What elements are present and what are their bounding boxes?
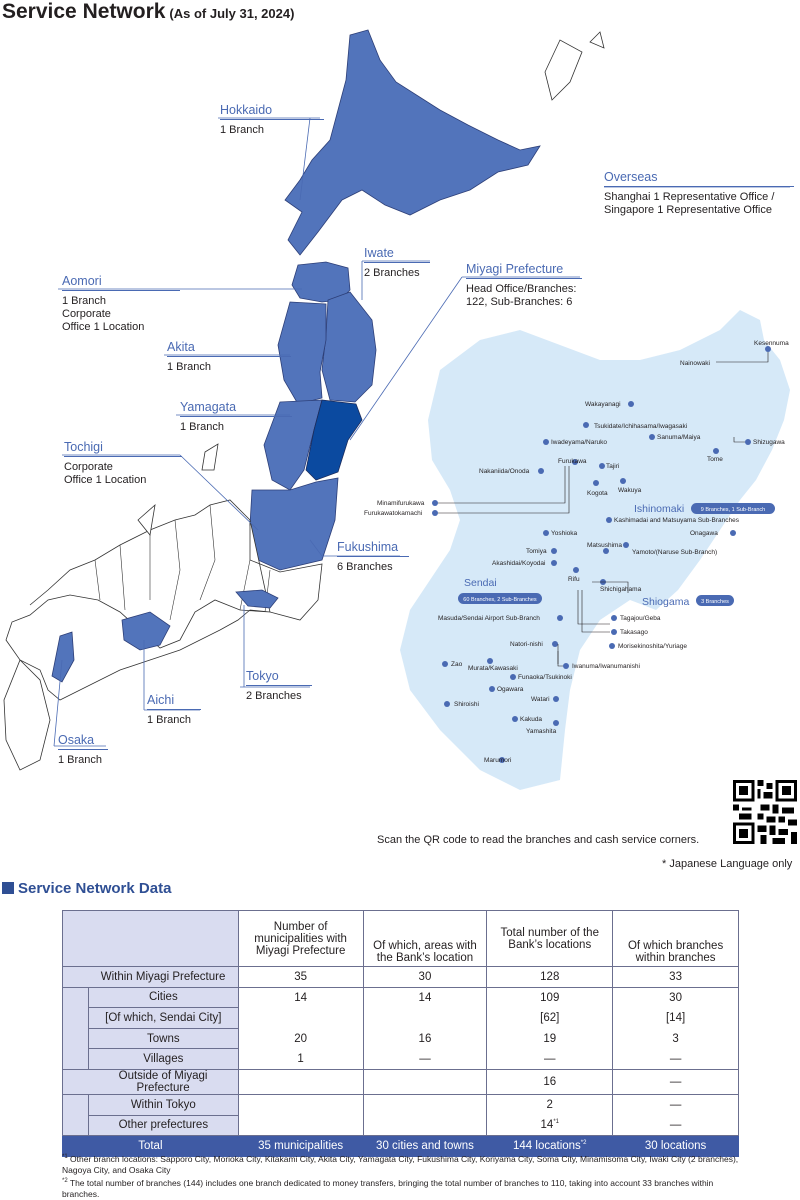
page-title-date: (As of July 31, 2024) bbox=[169, 6, 295, 21]
header-areas-with-location: Of which, areas with the Bank’s location bbox=[363, 939, 487, 967]
label-shiroishi: Shiroishi bbox=[454, 701, 479, 708]
cell: [62] bbox=[487, 1008, 613, 1029]
label-takasago: Takasago bbox=[620, 629, 648, 636]
total-cell: 144 locations$^{*2}$ bbox=[487, 1136, 613, 1157]
footnote-2: $^{*2}$ The total number of branches (144) includes one branch dedicated to money transfers, bringing the total number of branches to 110, taking into account 33 branches within branches. bbox=[62, 1177, 714, 1199]
dot-iwadeyama bbox=[543, 439, 549, 445]
row-label: Other prefectures bbox=[88, 1115, 238, 1136]
row-label: Outside of Miyagi Prefecture bbox=[88, 1069, 238, 1094]
dot-funaoka bbox=[510, 674, 516, 680]
shiogama-badge-text: 3 Branches bbox=[701, 599, 729, 605]
table-header-row-1 bbox=[63, 911, 739, 939]
dot-zao bbox=[442, 661, 448, 667]
label-tochigi: Tochigi Corporate Office 1 Location bbox=[64, 440, 182, 487]
dot-ogawara bbox=[489, 686, 495, 692]
label-tokyo: Tokyo 2 Branches bbox=[246, 669, 312, 703]
label-osaka: Osaka 1 Branch bbox=[58, 733, 108, 767]
label-natori: Natori-nishi bbox=[510, 641, 543, 648]
row-label: Cities bbox=[88, 987, 238, 1008]
label-fukushima: Fukushima 6 Branches bbox=[337, 540, 409, 574]
total-cell: 30 locations bbox=[613, 1136, 739, 1157]
cell: — bbox=[613, 1115, 739, 1136]
label-akashidai: Akashidai/Koyodai bbox=[492, 560, 546, 567]
header-spacer-2 bbox=[613, 911, 739, 939]
label-kashimadai: Kashimadai and Matsuyama Sub-Branches bbox=[614, 517, 740, 524]
cell: 109 bbox=[487, 987, 613, 1008]
cell bbox=[363, 1069, 487, 1094]
table-row bbox=[63, 967, 739, 988]
label-overseas: Overseas Shanghai 1 Representative Office / Singapore 1 Representative Office bbox=[604, 170, 794, 217]
label-tome: Tome bbox=[707, 456, 723, 463]
cell: — bbox=[487, 1049, 613, 1070]
label-kogota: Kogota bbox=[587, 490, 608, 497]
cell bbox=[363, 1008, 487, 1029]
label-wakayanagi: Wakayanagi bbox=[585, 401, 621, 408]
cell: — bbox=[613, 1094, 739, 1115]
footnote-1: $^{*1}$ Other branch locations: Sapporo City, Morioka City, Kitakami City, Akita City, Yamagata City, Fukushima City, Koriyama City, Soma City, Minamisoma City, Iwaki City (2 branches), Nagoya City, and Osaka City bbox=[62, 1153, 739, 1175]
dot-nakaniida bbox=[538, 468, 544, 474]
cell: — bbox=[613, 1049, 739, 1070]
dot-onagawa bbox=[730, 530, 736, 536]
dot-tsukidate bbox=[583, 422, 589, 428]
cell: 1 bbox=[238, 1049, 363, 1070]
row-indent bbox=[63, 1094, 89, 1135]
label-shiogama: Shiogama bbox=[642, 596, 690, 608]
footnote-ref: *1 bbox=[553, 1119, 559, 1126]
dot-kogota bbox=[593, 480, 599, 486]
table-row bbox=[63, 1115, 739, 1136]
label-minamifurukawa: Minamifurukawa bbox=[377, 500, 425, 507]
label-iwadeyama: Iwadeyama/Naruko bbox=[551, 439, 607, 446]
label-murata: Murata/Kawasaki bbox=[468, 665, 518, 672]
cell: 30 bbox=[363, 967, 487, 988]
dot-watari bbox=[553, 696, 559, 702]
label-kesennuma: Kesennuma bbox=[754, 340, 789, 347]
label-nakaniida: Nakaniida/Onoda bbox=[479, 468, 530, 475]
dot-furukawatokamachi bbox=[432, 510, 438, 516]
row-indent bbox=[63, 987, 89, 1069]
service-network-table bbox=[62, 910, 739, 1157]
qr-code-image[interactable] bbox=[733, 780, 797, 844]
label-nainowaki: Nainowaki bbox=[680, 360, 710, 367]
cell: 16 bbox=[487, 1069, 613, 1094]
cell bbox=[238, 1115, 363, 1136]
qr-instruction-text: Scan the QR code to read the branches and cash service corners. bbox=[377, 834, 700, 846]
label-funaoka: Funaoka/Tsukinoki bbox=[518, 674, 572, 681]
label-furukawatokamachi: Furukawatokamachi bbox=[364, 510, 423, 517]
section-marker bbox=[2, 882, 14, 894]
dot-akashidai bbox=[551, 560, 557, 566]
cell: 3 bbox=[613, 1028, 739, 1049]
table-row bbox=[63, 1049, 739, 1070]
dot-kashimadai bbox=[606, 517, 612, 523]
table-row bbox=[63, 1094, 739, 1115]
dot-tajiri bbox=[599, 463, 605, 469]
label-akita: Akita 1 Branch bbox=[167, 340, 291, 374]
cell: 35 bbox=[238, 967, 363, 988]
row-label: Within Miyagi Prefecture bbox=[88, 967, 238, 988]
cell: — bbox=[363, 1049, 487, 1070]
sendai-badge-text: 60 Branches, 2 Sub-Branches bbox=[463, 597, 537, 603]
label-sanuma: Sanuma/Maiya bbox=[657, 434, 701, 441]
label-iwate: Iwate 2 Branches bbox=[364, 246, 430, 280]
total-label: Total bbox=[63, 1136, 239, 1157]
cell: 14 bbox=[238, 987, 363, 1008]
total-cell: 35 municipalities bbox=[238, 1136, 363, 1157]
row-label: Villages bbox=[88, 1049, 238, 1070]
label-yamagata: Yamagata 1 Branch bbox=[180, 400, 292, 434]
row-indent bbox=[63, 1069, 89, 1094]
row-label: Towns bbox=[88, 1028, 238, 1049]
label-yamoto: Yamoto/(Naruse Sub-Branch) bbox=[632, 549, 718, 556]
dot-morisekinoshita bbox=[609, 643, 615, 649]
label-zao: Zao bbox=[451, 661, 463, 668]
dot-shizugawa bbox=[745, 439, 751, 445]
label-ishinomaki: Ishinomaki bbox=[634, 503, 685, 515]
header-branches-within: Of which branches within branches bbox=[613, 939, 739, 967]
table-row bbox=[63, 1028, 739, 1049]
cell: 20 bbox=[238, 1028, 363, 1049]
dot-wakayanagi bbox=[628, 401, 634, 407]
table-row bbox=[63, 1008, 739, 1029]
footnote-ref: *2 bbox=[580, 1140, 587, 1147]
cell bbox=[238, 1008, 363, 1029]
label-iwanuma: Iwanuma/Iwanumanishi bbox=[572, 663, 640, 670]
label-masuda: Masuda/Sendai Airport Sub-Branch bbox=[438, 615, 540, 622]
label-morisekinoshita: Morisekinoshita/Yuriage bbox=[618, 643, 688, 650]
section-title: Service Network Data bbox=[2, 880, 171, 897]
ishinomaki-badge-text: 9 Branches, 1 Sub-Branch bbox=[700, 507, 766, 513]
cell: 14 bbox=[363, 987, 487, 1008]
cell: 19 bbox=[487, 1028, 613, 1049]
label-yoshioka: Yoshioka bbox=[551, 530, 578, 537]
cell: 128 bbox=[487, 967, 613, 988]
dot-kakuda bbox=[512, 716, 518, 722]
label-kakuda: Kakuda bbox=[520, 716, 543, 723]
cell: 2 bbox=[487, 1094, 613, 1115]
label-shizugawa: Shizugawa bbox=[753, 439, 785, 446]
cell: 33 bbox=[613, 967, 739, 988]
dot-shiroishi bbox=[444, 701, 450, 707]
label-onagawa: Onagawa bbox=[690, 530, 718, 537]
dot-yoshioka bbox=[543, 530, 549, 536]
label-marumori: Marumori bbox=[484, 757, 512, 764]
table-corner bbox=[63, 911, 239, 967]
header-spacer-1 bbox=[363, 911, 487, 939]
dot-rifu bbox=[573, 567, 579, 573]
label-tsukidate: Tsukidate/Ichihasama/Iwagasaki bbox=[594, 423, 688, 430]
cell bbox=[363, 1115, 487, 1136]
label-matsushima: Matsushima bbox=[587, 542, 623, 549]
label-aichi: Aichi 1 Branch bbox=[147, 693, 201, 727]
page-title: Service Network (As of July 31, 2024) bbox=[2, 0, 295, 23]
total-cell: 30 cities and towns bbox=[363, 1136, 487, 1157]
dot-wakuya bbox=[620, 478, 626, 484]
dot-minamifurukawa bbox=[432, 500, 438, 506]
dot-takasago bbox=[611, 629, 617, 635]
label-shichigahama: Shichigahama bbox=[600, 586, 642, 593]
cell bbox=[238, 1094, 363, 1115]
cell: 16 bbox=[363, 1028, 487, 1049]
table-row bbox=[63, 1069, 739, 1094]
label-miyagi: Miyagi Prefecture Head Office/Branches: 122, Sub-Branches: 6 bbox=[466, 262, 582, 309]
label-tomiya: Tomiya bbox=[526, 548, 547, 555]
dot-tomiya bbox=[551, 548, 557, 554]
branch-dots bbox=[432, 346, 771, 763]
dot-murata bbox=[487, 658, 493, 664]
dot-sanuma bbox=[649, 434, 655, 440]
label-rifu: Rifu bbox=[568, 576, 580, 583]
dot-tome bbox=[713, 448, 719, 454]
dot-masuda bbox=[557, 615, 563, 621]
label-tajiri: Tajiri bbox=[606, 463, 620, 470]
cell: [14] bbox=[613, 1008, 739, 1029]
label-aomori: Aomori 1 Branch Corporate Office 1 Location bbox=[62, 274, 180, 334]
cell bbox=[238, 1069, 363, 1094]
label-ogawara: Ogawara bbox=[497, 686, 524, 693]
qr-language-note: * Japanese Language only bbox=[662, 858, 793, 870]
header-municipalities: Number of municipalities with Miyagi Prefecture bbox=[238, 911, 363, 967]
dot-tagajou bbox=[611, 615, 617, 621]
dot-yamoto bbox=[623, 542, 629, 548]
table-row bbox=[63, 987, 739, 1008]
cell: 14$^{*1}$ bbox=[487, 1115, 613, 1136]
cell bbox=[363, 1094, 487, 1115]
label-yamashita: Yamashita bbox=[526, 728, 557, 735]
row-indent bbox=[63, 967, 89, 988]
dot-iwanuma bbox=[563, 663, 569, 669]
header-total-locations: Total number of the Bank’s locations bbox=[487, 911, 613, 967]
row-label: [Of which, Sendai City] bbox=[88, 1008, 238, 1029]
label-sendai: Sendai bbox=[464, 577, 497, 589]
row-label: Within Tokyo bbox=[88, 1094, 238, 1115]
label-wakuya: Wakuya bbox=[618, 487, 642, 494]
cell: 30 bbox=[613, 987, 739, 1008]
label-hokkaido: Hokkaido 1 Branch bbox=[220, 103, 324, 137]
label-tagajou: Tagajou/Geba bbox=[620, 615, 661, 622]
label-furukawa: Furukawa bbox=[558, 458, 587, 465]
dot-yamashita bbox=[553, 720, 559, 726]
dot-natori bbox=[552, 641, 558, 647]
cell: — bbox=[613, 1069, 739, 1094]
label-watari: Watari bbox=[531, 696, 550, 703]
